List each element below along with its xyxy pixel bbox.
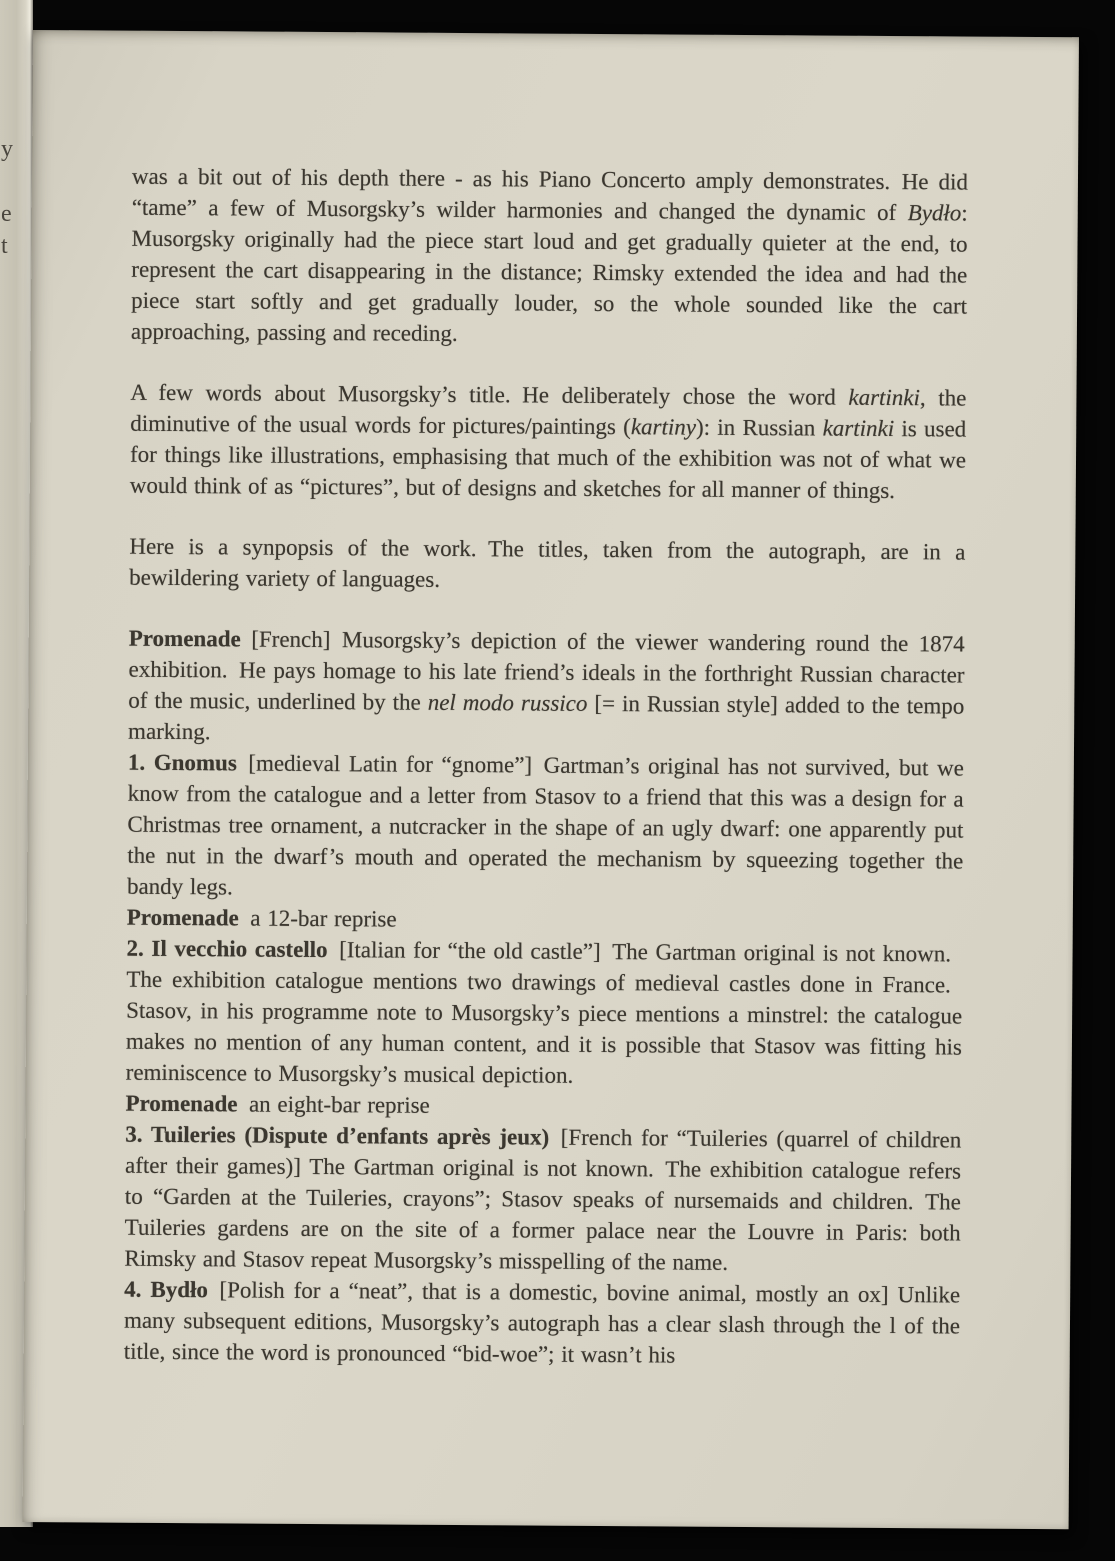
synopsis-entry: Promenade [French] Musorgsky’s depiction of the viewer wandering round the 1874 exhibition. He pays homage to his late friend’s ideals in the forthright Russian character of the music, underlined by the nel modo russico [= in Russian style] added to the tempo marking.	[128, 625, 965, 745]
paragraph: Here is a synpopsis of the work. The titles, taken from the autograph, are in a bewildering variety of languages.	[129, 533, 966, 592]
synopsis-entry: Promenade an eight-bar reprise	[125, 1090, 430, 1118]
paragraph: was a bit out of his depth there - as his Piano Concerto amply demonstrates. He did “tame” a few of Musorgsky’s wilder harmonies and changed the dynamic of Bydło: Musorgsky originally had the piece start loud and get gradually quieter at the end, to represent the cart disappearing in the distance; Rimsky extended the idea and had the piece start softly and get gradually louder, so the whole sounded like the cart approaching, passing and receding.	[130, 163, 969, 346]
facing-page-text-fragment: y	[1, 136, 13, 162]
paragraph: A few words about Musorgsky’s title. He deliberately chose the word kartinki, the diminutive of the usual words for pictures/paintings (kartiny): in Russian kartinki is used for things like illustrations, emphasising that much of the exhibition was not of what we would think of as “pictures”, but of designs and sketches for all manner of things.	[129, 379, 967, 504]
synopsis-entry: 1. Gnomus [medieval Latin for “gnome”] Gartman’s original has not survived, but we know from the catalogue and a letter from Stasov to a friend that this was a design for a Christmas tree ornament, a nutcracker in the shape of an ugly dwarf: one apparently put the nut in the dwarf’s mouth and operated the mechanism by squeezing together the bandy legs.	[126, 749, 964, 900]
synopsis-entry: Promenade a 12-bar reprise	[126, 904, 397, 932]
synopsis-entry: 2. Il vecchio castello [Italian for “the old castle”] The Gartman original is not known. The exhibition catalogue mentions two drawings of medieval castles done in France. Stasov, in his programme note to Musorgsky’s piece mentions a minstrel: the catalogue makes no mention of any human content, and it is possible that Stasov was fitting his reminiscence to Musorgsky’s musical depiction.	[125, 935, 963, 1088]
synopsis-entry: 4. Bydło [Polish for a “neat”, that is a domestic, bovine animal, mostly an ox] Unlike many subsequent editions, Musorgsky’s autograph has a clear slash through the l of the title, since the word is pronounced “bid-woe”; it wasn’t his	[123, 1276, 961, 1368]
book-page	[23, 30, 1079, 1529]
synopsis-entry: 3. Tuileries (Dispute d’enfants après jeux) [French for “Tuileries (quarrel of children after their games)] The Gartman original is not known. The exhibition catalogue refers to “Garden at the Tuileries, crayons”; Stasov speaks of nursemaids and children. The Tuileries gardens are on the site of a former palace near the Louvre in Paris: both Rimsky and Stasov repeat Musorgsky’s misspelling of the name.	[124, 1121, 962, 1275]
facing-page-text-fragment: t	[1, 233, 8, 259]
facing-page-text-fragment: e	[1, 201, 12, 227]
synopsis-block	[124, 623, 965, 1373]
text-column	[124, 161, 968, 1373]
